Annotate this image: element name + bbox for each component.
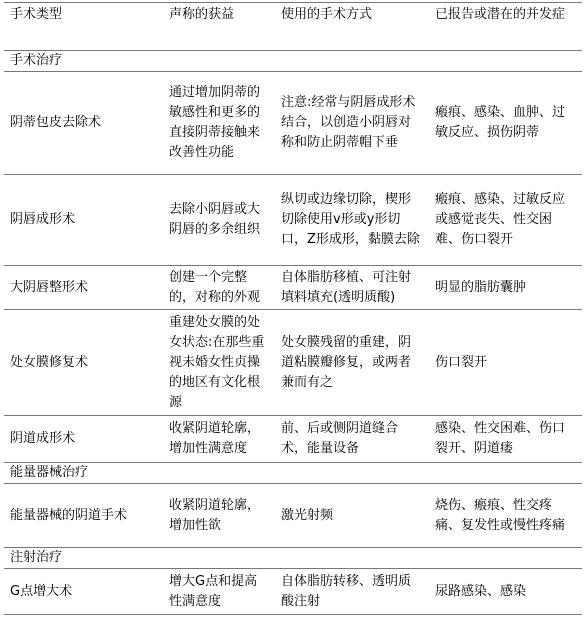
section-title-injection: 注射治疗 [4, 548, 582, 569]
cell-type: 能量器械的阴道手术 [4, 484, 163, 548]
cell-type: 阴蒂包皮去除术 [4, 72, 163, 175]
cell-benefit: 收紧阴道轮廓，增加性欲 [163, 484, 275, 548]
cell-complication: 瘢痕、感染、血肿、过敏反应、损伤阴蒂 [429, 72, 582, 175]
cell-complication: 明显的脂肪囊肿 [429, 266, 582, 310]
header-claimed-benefit: 声称的获益 [163, 3, 275, 51]
cell-type: 阴唇成形术 [4, 175, 163, 266]
cell-type: 大阴唇整形术 [4, 266, 163, 310]
cell-method: 纵切或边缘切除，楔形切除使用v形或y形切口，Z形成形，黏膜去除 [275, 175, 429, 266]
table-row [4, 72, 582, 175]
cell-benefit: 去除小阴唇或大阴唇的多余组织 [163, 175, 275, 266]
cell-method: 注意:经常与阴唇成形术结合，以创造小阴唇对称和防止阴蒂帽下垂 [275, 72, 429, 175]
cell-complication: 烧伤、瘢痕、性交疼痛、复发性或慢性疼痛 [429, 484, 582, 548]
cell-complication: 伤口裂开 [429, 310, 582, 416]
table-row [4, 484, 582, 548]
section-row [4, 548, 582, 569]
cell-type: 阴道成形术 [4, 416, 163, 463]
procedures-table [4, 2, 582, 615]
cell-complication: 尿路感染、感染 [429, 569, 582, 615]
section-title-surgical: 手术治疗 [4, 51, 582, 72]
header-procedure-type: 手术类型 [4, 3, 163, 51]
header-complications: 已报告或潜在的并发症 [429, 3, 582, 51]
cell-type: G点增大术 [4, 569, 163, 615]
cell-benefit: 通过增加阴蒂的敏感性和更多的直接阴蒂接触来改善性功能 [163, 72, 275, 175]
cell-method: 自体脂肪转移、透明质酸注射 [275, 569, 429, 615]
cell-method: 激光射频 [275, 484, 429, 548]
cell-benefit: 增大G点和提高性满意度 [163, 569, 275, 615]
header-row [4, 3, 582, 51]
cell-benefit: 创建一个完整的，对称的外观 [163, 266, 275, 310]
table-row [4, 175, 582, 266]
section-title-energy: 能量器械治疗 [4, 463, 582, 484]
table-row [4, 310, 582, 416]
header-surgical-method: 使用的手术方式 [275, 3, 429, 51]
cell-method: 处女膜残留的重建，阴道粘膜瓣修复，或两者兼而有之 [275, 310, 429, 416]
cell-complication: 感染、性交困难、伤口裂开、阴道瘘 [429, 416, 582, 463]
cell-benefit: 收紧阴道轮廓，增加性满意度 [163, 416, 275, 463]
cell-complication: 瘢痕、感染、过敏反应或感觉丧失、性交困难、伤口裂开 [429, 175, 582, 266]
cell-benefit: 重建处女膜的处女状态:在那些重视未婚女性贞操的地区有文化根源 [163, 310, 275, 416]
cell-method: 自体脂肪移植、可注射填料填充(透明质酸) [275, 266, 429, 310]
section-row [4, 51, 582, 72]
section-row [4, 463, 582, 484]
cell-method: 前、后或侧阴道缝合术，能量设备 [275, 416, 429, 463]
table-row [4, 266, 582, 310]
cell-type: 处女膜修复术 [4, 310, 163, 416]
table-row [4, 569, 582, 615]
table-row [4, 416, 582, 463]
